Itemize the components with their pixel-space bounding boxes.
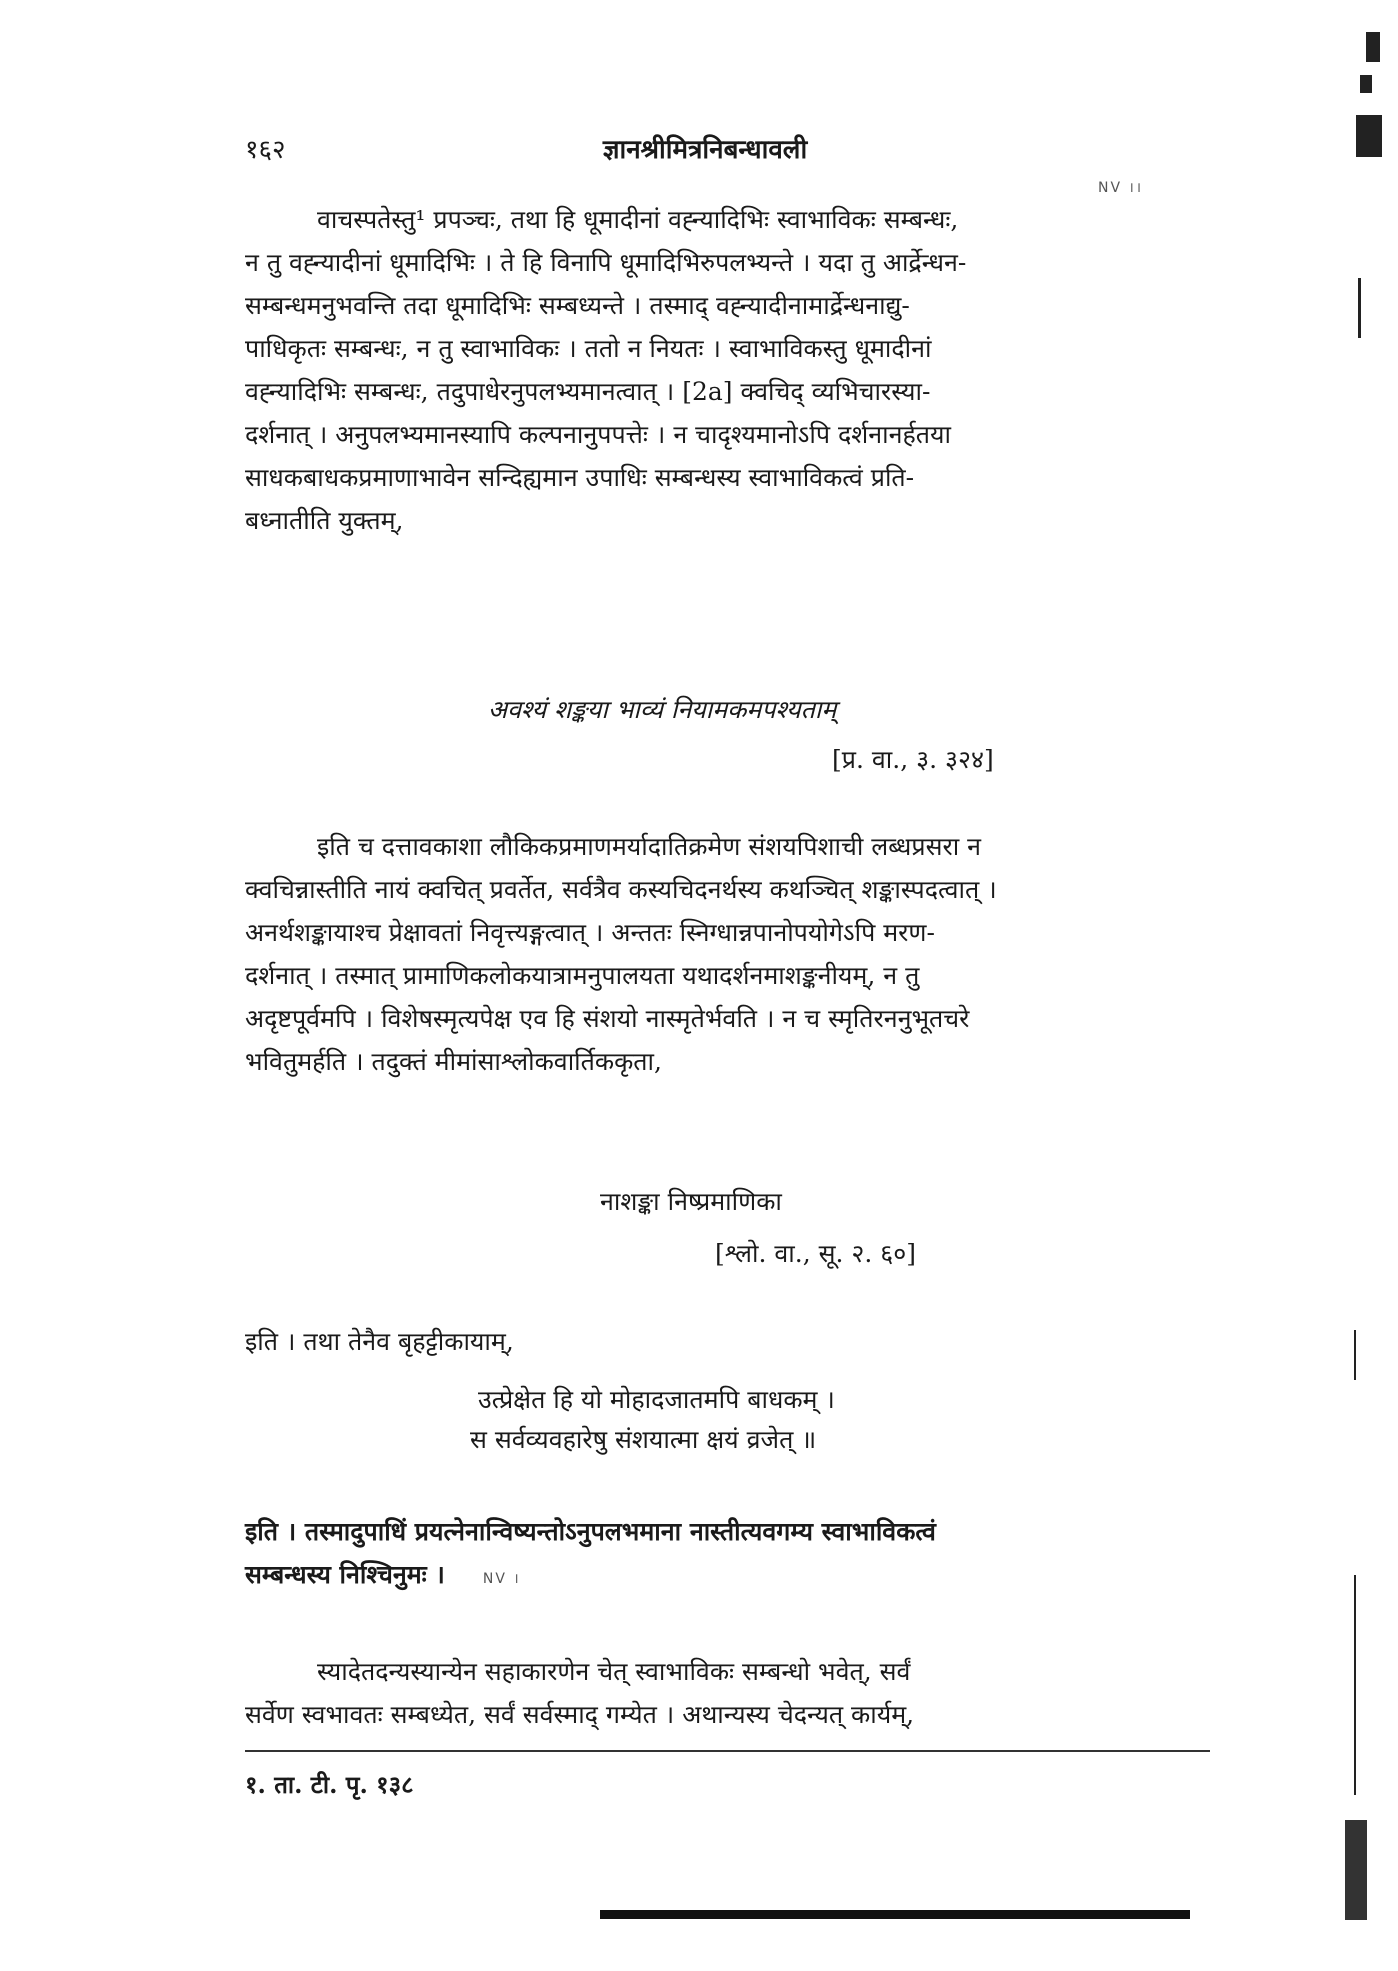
text-line: अदृष्टपूर्वमपि । विशेषस्मृत्यपेक्ष एव हि संशयो नास्मृतेर्भवति । न च स्मृतिरननुभूतचरे [245, 1004, 970, 1033]
text-line: क्वचिन्नास्तीति नायं क्वचित् प्रवर्तेत, सर्वत्रैव कस्यचिदनर्थस्य कथञ्चित् शङ्कास्पदत्वात् । [245, 875, 997, 904]
scan-edge-line [1345, 1820, 1367, 1920]
page-number: १६२ [245, 135, 286, 165]
margin-note: NV । [482, 1571, 521, 1587]
running-title: ज्ञानश्रीमित्रनिबन्धावली [602, 135, 808, 165]
footnote-rule [245, 1750, 1210, 1752]
verse-line: उत्प्रेक्षेत हि यो मोहादजातमपि बाधकम् । [478, 1385, 835, 1414]
paragraph-3: इति । तथा तेनैव बृहट्टीकायाम्, [245, 1327, 514, 1356]
text-line: स्यादेतदन्यस्यान्येन सहाकारणेन चेत् स्वाभाविकः सम्बन्धो भवेत्, सर्वं [317, 1657, 911, 1686]
text-line: वह्न्यादिभिः सम्बन्धः, तदुपाधेरनुपलभ्यमानत्वात् । [2a] क्वचिद् व्यभिचारस्या- [245, 377, 931, 406]
scan-edge-line [1354, 1330, 1356, 1380]
text-line: अनर्थशङ्कायाश्च प्रेक्षावतां निवृत्त्यङ्गत्वात् । अन्ततः स्निग्धान्नपानोपयोगेऽपि मरण- [245, 918, 935, 947]
text-line: दर्शनात् । तस्मात् प्रामाणिकलोकयात्रामनुपालयता यथादर्शनमाशङ्कनीयम्, न तु [245, 961, 920, 990]
margin-note: NV ।। [1098, 180, 1144, 196]
text-line: भवितुमर्हति । तदुक्तं मीमांसाश्लोकवार्तिककृता, [245, 1047, 662, 1076]
text-line: सर्वेण स्वभावतः सम्बध्येत, सर्वं सर्वस्माद् गम्येत । अथान्यस्य चेदन्यत् कार्यम्, [245, 1700, 915, 1729]
footnote: १. ता. टी. पृ. १३८ [245, 1770, 414, 1799]
scan-edge-line [1358, 278, 1361, 338]
paragraph-4 [245, 1510, 1205, 1601]
text-line: सम्बन्धस्य निश्चिनुमः । [245, 1560, 445, 1589]
scan-bottom-bar [600, 1910, 1190, 1919]
verse-1-reference: [प्र. वा., ३. ३२४] [832, 745, 994, 774]
text-line: इति । तस्मादुपाधिं प्रयत्नेनान्विष्यन्तोऽनुपलभमाना नास्तीत्यवगम्य स्वाभाविकत्वं [245, 1517, 936, 1546]
text-line: न तु वह्न्यादीनां धूमादिभिः । ते हि विनापि धूमादिभिरुपलभ्यन्ते । यदा तु आर्द्रेन्धन- [245, 248, 967, 277]
verse-1: अवश्यं शङ्कया भाव्यं नियामकमपश्यताम् [488, 695, 837, 724]
scan-edge-line [1354, 1575, 1356, 1795]
paragraph-1 [245, 198, 1205, 542]
verse-2-reference: [श्लो. वा., सू. २. ६०] [715, 1239, 917, 1268]
text-line: दर्शनात् । अनुपलभ्यमानस्यापि कल्पनानुपपत्तेः । न चादृश्यमानोऽपि दर्शनानर्हतया [245, 420, 951, 449]
verse-3 [470, 1380, 835, 1460]
text-line: पाधिकृतः सम्बन्धः, न तु स्वाभाविकः । ततो न नियतः । स्वाभाविकस्तु धूमादीनां [245, 334, 932, 363]
text-line: बध्नातीति युक्तम्, [245, 506, 404, 535]
text-line: वाचस्पतेस्तु¹ प्रपञ्चः, तथा हि धूमादीनां वह्न्यादिभिः स्वाभाविकः सम्बन्धः, [317, 205, 959, 234]
scan-edge-mark [1338, 20, 1398, 160]
verse-line: स सर्वव्यवहारेषु संशयात्मा क्षयं व्रजेत् ॥ [470, 1425, 817, 1454]
text-line: इति च दत्तावकाशा लौकिकप्रमाणमर्यादातिक्रमेण संशयपिशाची लब्धप्रसरा न [317, 832, 982, 861]
text-line: साधकबाधकप्रमाणाभावेन सन्दिह्यमान उपाधिः सम्बन्धस्य स्वाभाविकत्वं प्रति- [245, 463, 915, 492]
paragraph-5 [245, 1650, 1205, 1736]
verse-2: नाशङ्का निष्प्रमाणिका [600, 1187, 782, 1216]
page-header [245, 130, 1205, 180]
paragraph-2 [245, 825, 1205, 1083]
text-line: सम्बन्धमनुभवन्ति तदा धूमादिभिः सम्बध्यन्ते । तस्माद् वह्न्यादीनामार्द्रेन्धनाद्यु- [245, 291, 910, 320]
